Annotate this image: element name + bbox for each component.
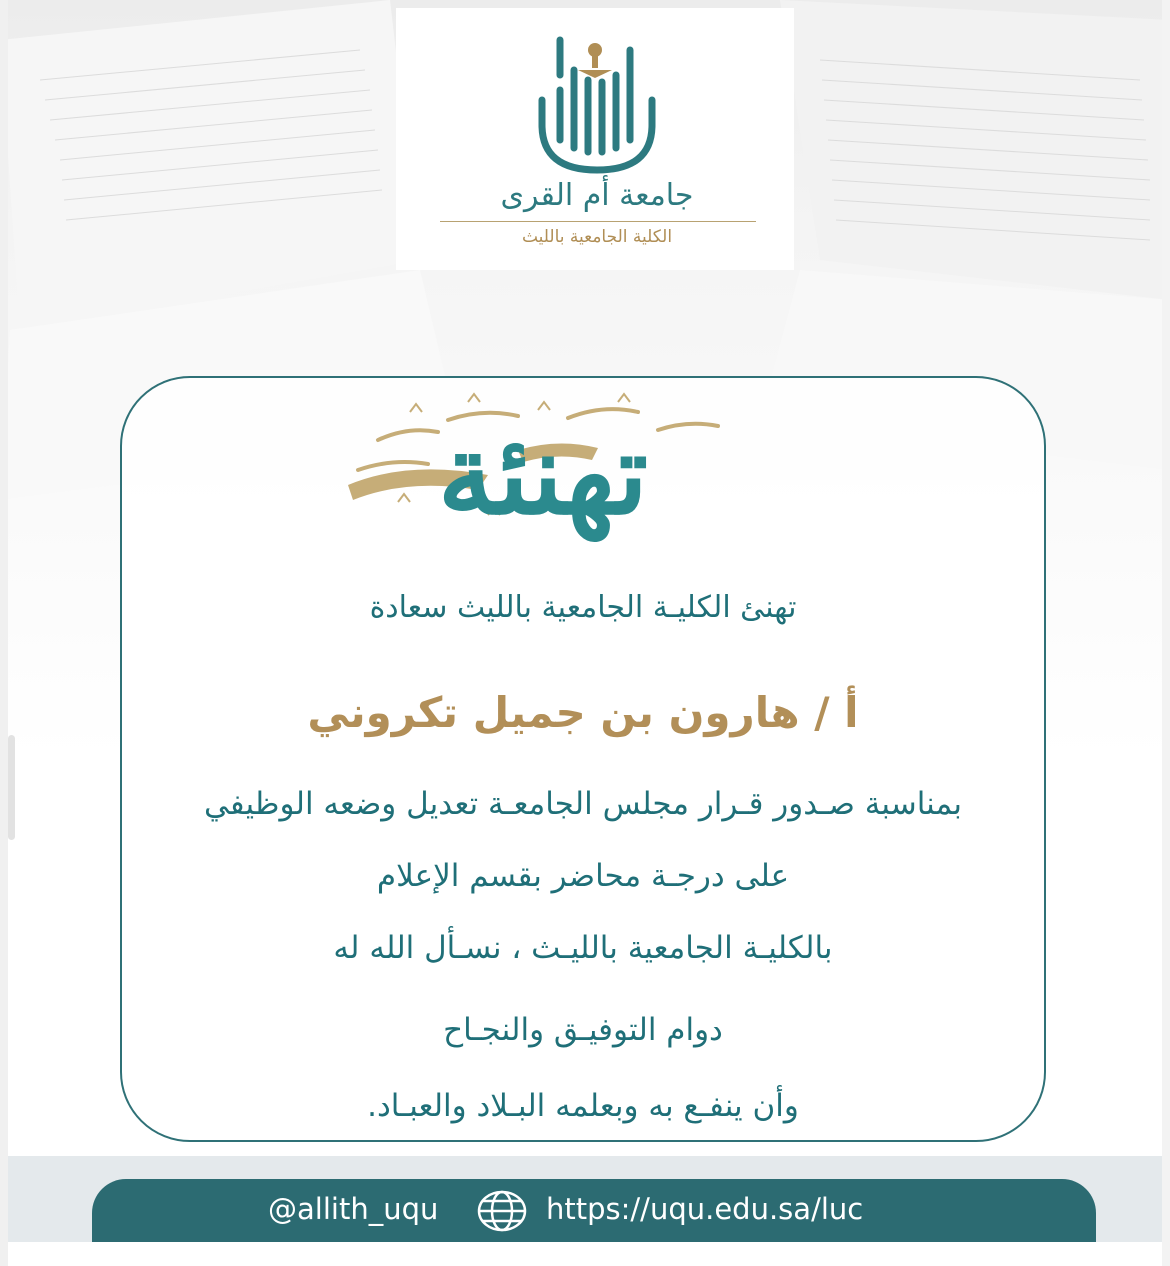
college-line: بالكليـة الجامعية بالليـث ، نسـأل الله له	[333, 930, 833, 966]
college-name: الكلية الجامعية بالليث	[521, 227, 673, 247]
left-edge	[0, 0, 8, 1266]
social-handle[interactable]: @allith_uqu	[268, 1192, 439, 1226]
closing-line: وأن ينفـع به وبعلمه البـلاد والعبـاد.	[367, 1088, 799, 1124]
congratulations-word: تهنئة	[437, 409, 649, 540]
occasion-line: بمناسبة صـدور قـرار مجلس الجامعـة تعديل وضعه الوظيفي	[203, 786, 963, 822]
university-name: جامعة أم القرى	[500, 178, 694, 213]
honoree-name: أ / هارون بن جميل تكروني	[307, 688, 859, 737]
globe-icon	[476, 1189, 528, 1233]
logo-divider	[440, 221, 756, 222]
logo-emblem-icon	[532, 30, 662, 180]
right-edge	[1162, 0, 1170, 1266]
website-link[interactable]: https://uqu.edu.sa/luc	[546, 1192, 864, 1226]
intro-line: تهنئ الكليـة الجامعية بالليث سعادة	[369, 590, 797, 625]
rank-line: على درجـة محاضر بقسم الإعلام	[376, 858, 790, 894]
side-scroll-handle	[8, 735, 15, 840]
congratulations-calligraphy	[318, 390, 768, 560]
university-logo	[396, 8, 794, 270]
wish-line: دوام التوفيـق والنجـاح	[443, 1012, 723, 1048]
